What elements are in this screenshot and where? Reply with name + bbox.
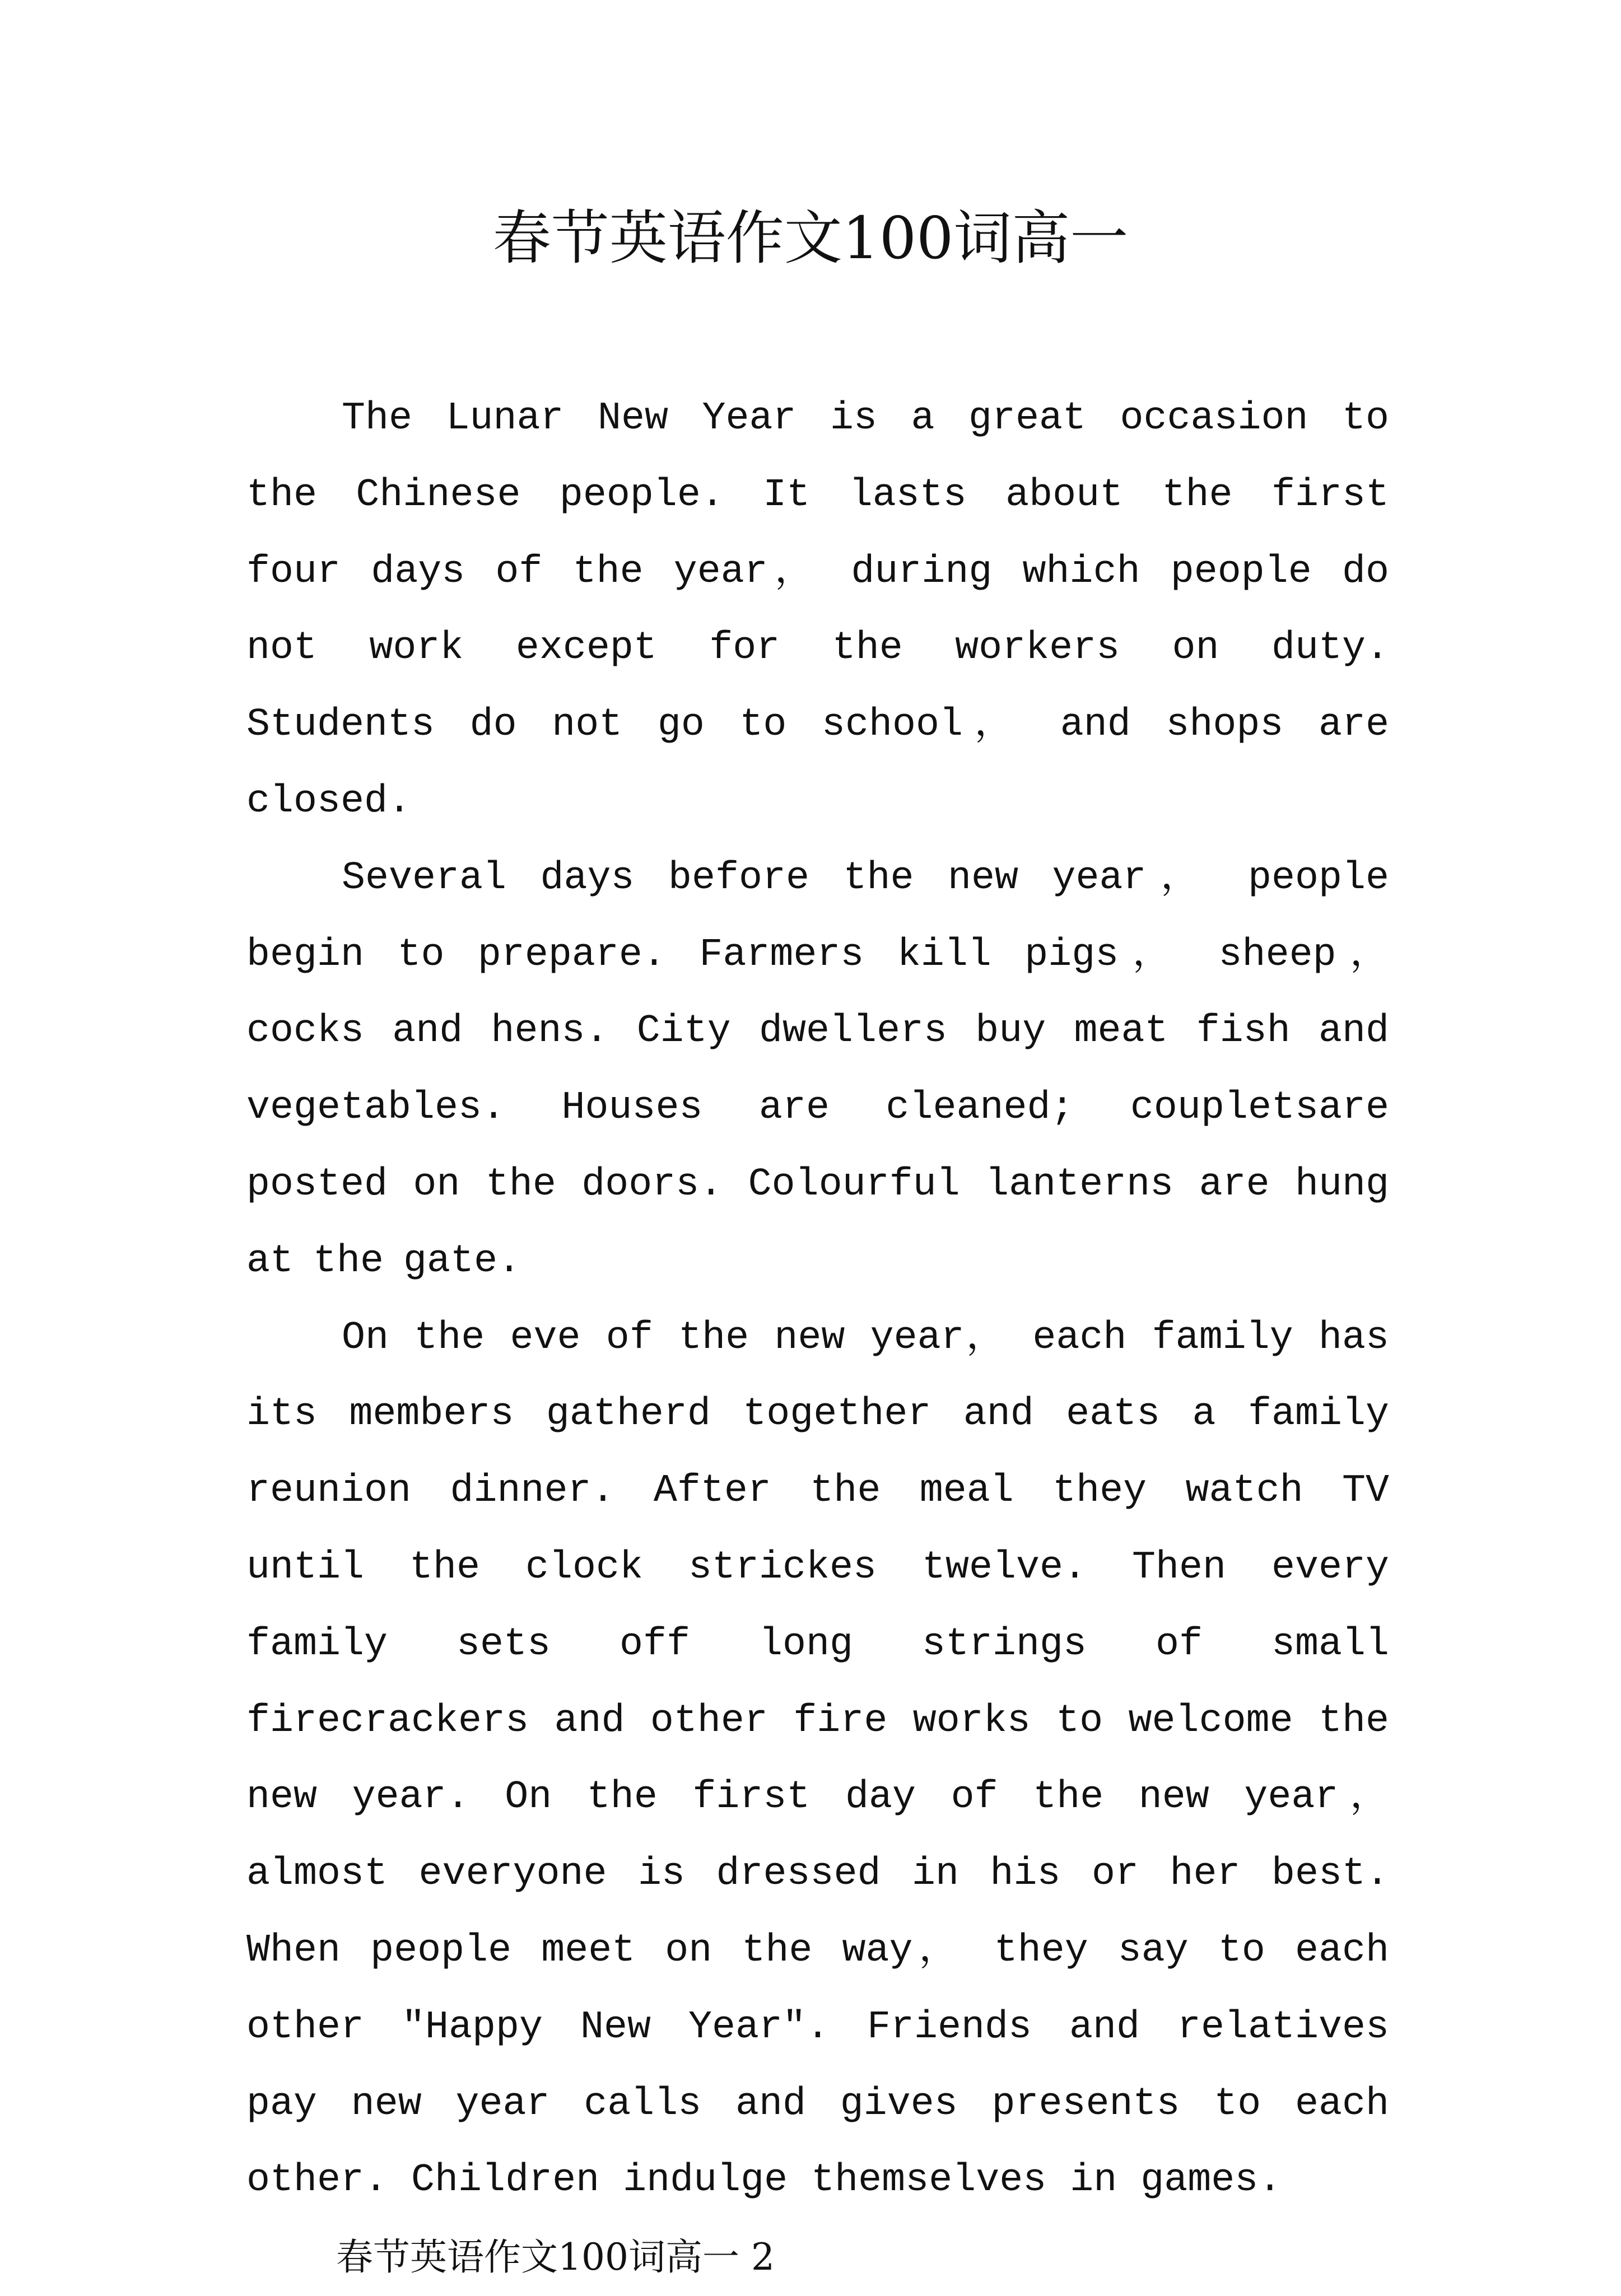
document-title: 春节英语作文100词高一	[492, 204, 1129, 272]
paragraph-1: The Lunar New Year is a great occasion to the Chinese people. It lasts about the first four days of the year， during which people do not work except for the workers on duty. Students do not go to school， and shops are closed.	[246, 396, 1389, 824]
document-body	[246, 381, 1389, 2296]
paragraph-3: On the eve of the new year， each family has its members gatherd together and eats a family reunion dinner. After the meal they watch TV until the clock strickes twelve. Then every family sets off long strings of small firecrackers and other fire works to welcome the new year. On the first day of the new year， almost everyone is dressed in his or her best. When people meet on the way， they say to each other "Happy New Year". Friends and relatives pay new year calls and gives presents to each other. Children indulge themselves in games.	[246, 1315, 1389, 2203]
section-subheading: 春节英语作文100词高一 2	[336, 2236, 775, 2279]
paragraph-2: Several days before the new year， people begin to prepare. Farmers kill pigs， sheep， cocks and hens. City dwellers buy meat fish and vegetables. Houses are cleaned; coupletsare posted on the doors. Colourful lanterns are hung at the gate.	[246, 856, 1389, 1284]
